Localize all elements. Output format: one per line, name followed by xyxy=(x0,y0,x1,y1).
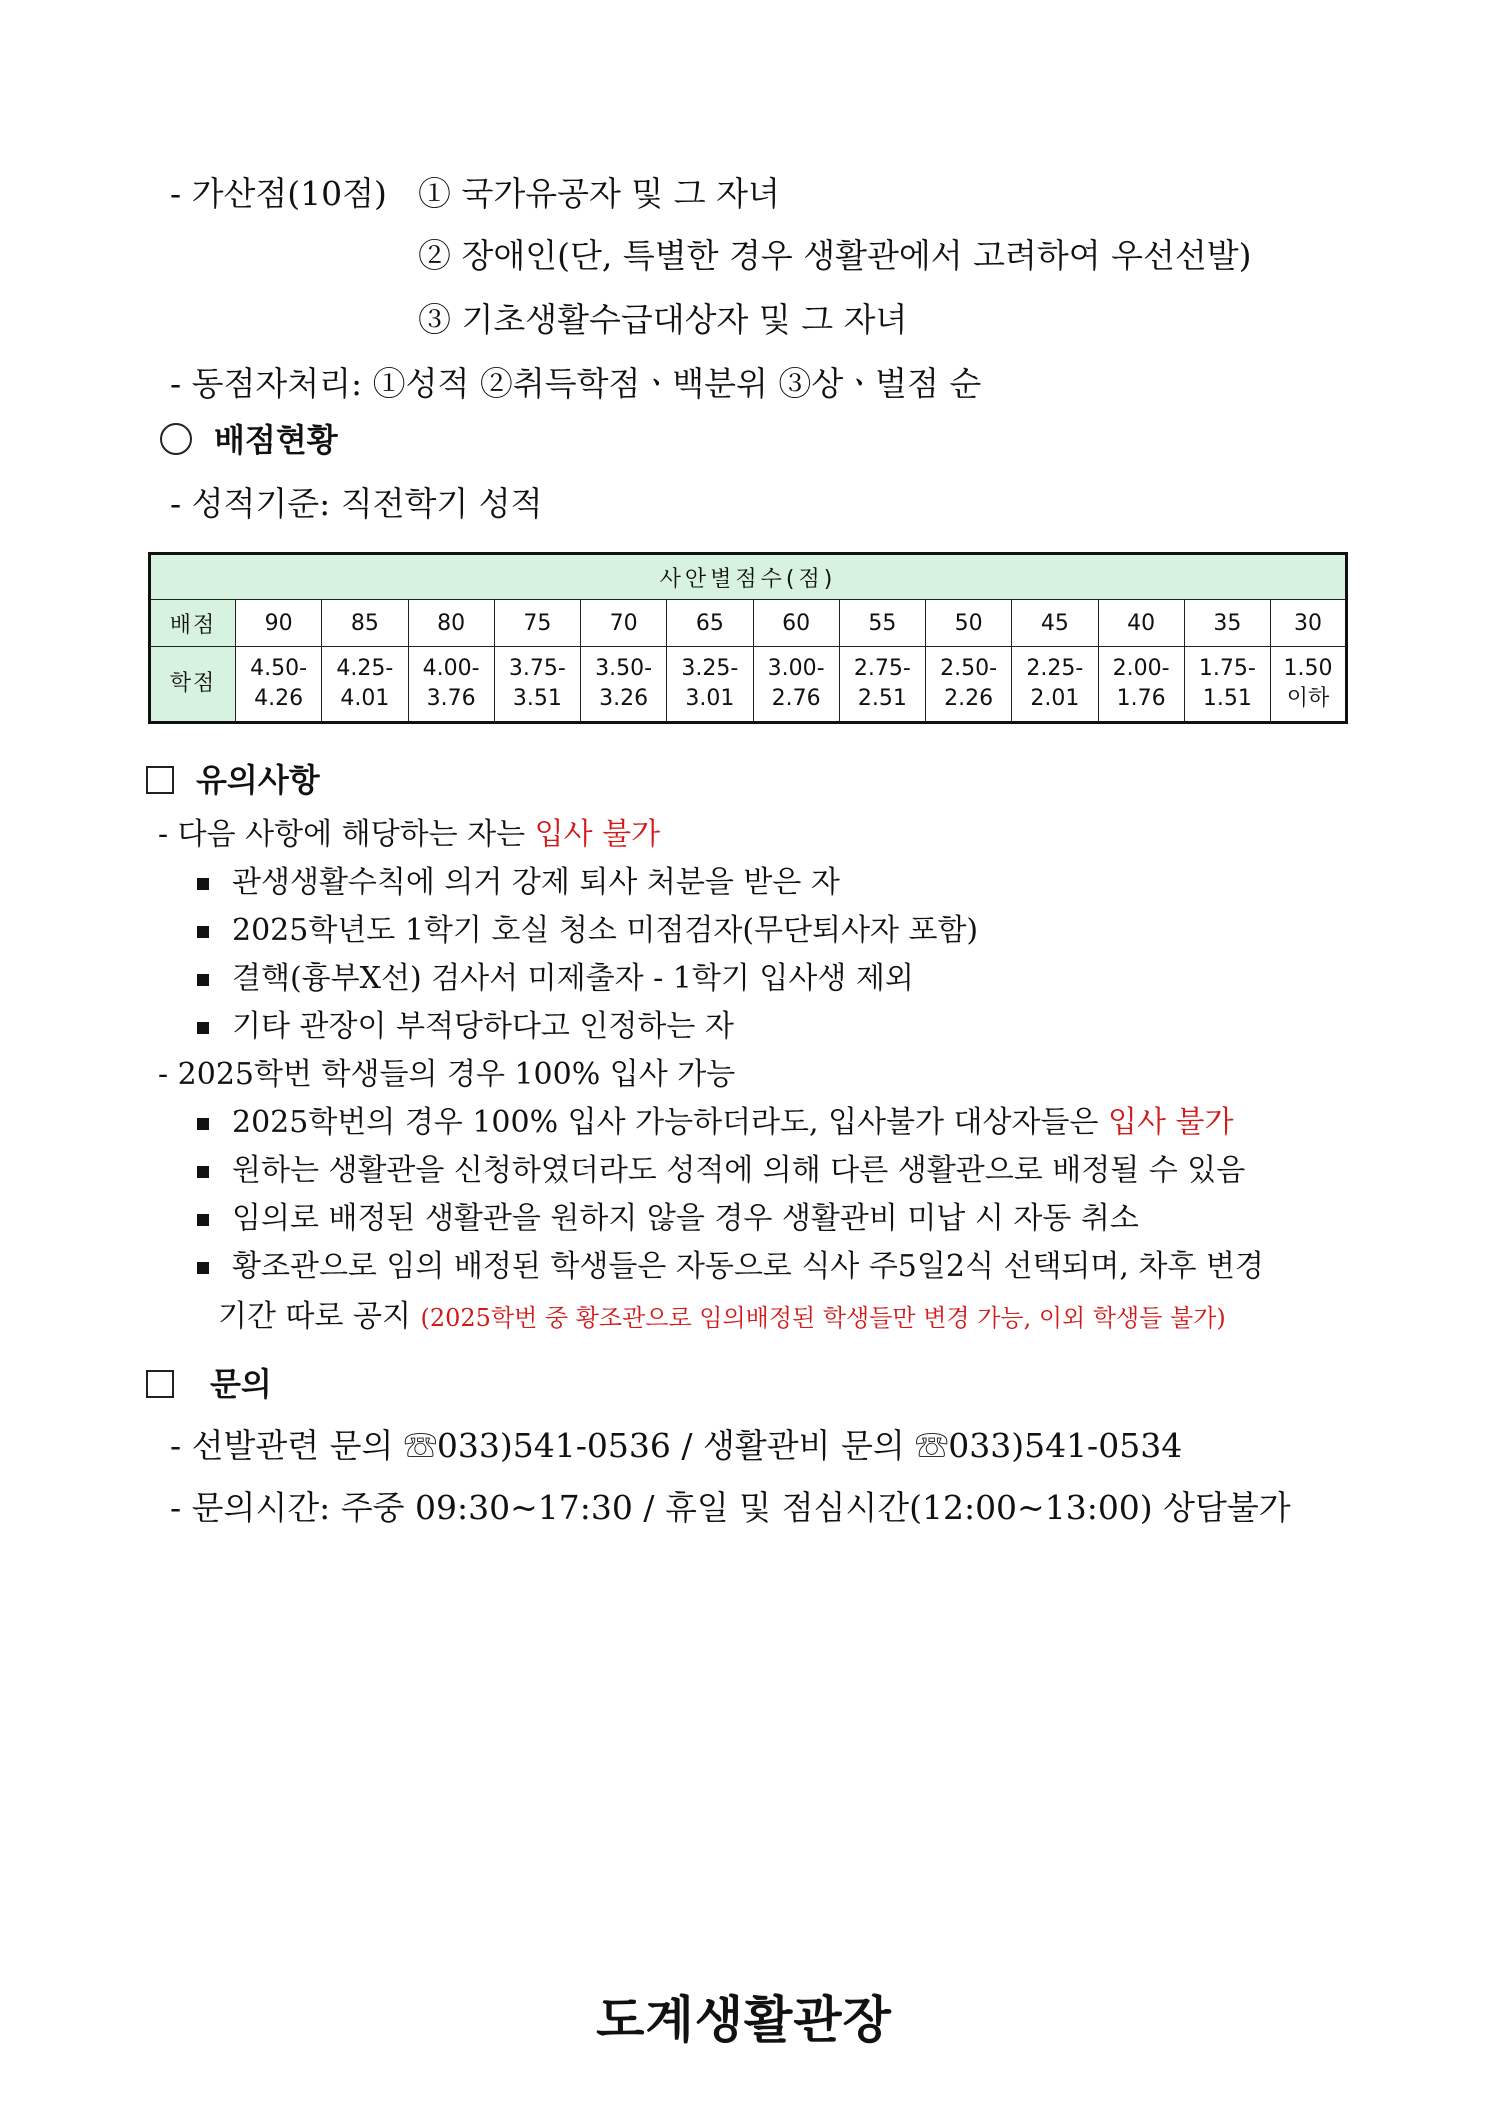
checkbox-square-icon xyxy=(146,1370,174,1398)
square-bullet-icon xyxy=(197,878,209,890)
inquiry-title: 문의 xyxy=(210,1365,272,1403)
circle-icon xyxy=(160,423,192,455)
points-cell: 70 xyxy=(581,600,667,647)
allocation-heading xyxy=(160,418,338,462)
issuer-signature: 도계생활관장 xyxy=(596,1991,892,2049)
allocation-title: 배점현황 xyxy=(214,421,338,459)
freshman-intro: - 2025학번 학생들의 경우 100% 입사 가능 xyxy=(158,1057,736,1092)
bonus-item-1: ① 국가유공자 및 그 자녀 xyxy=(418,174,780,213)
bonus-item-3: ③ 기초생활수급대상자 및 그 자녀 xyxy=(418,300,908,339)
row-label-points: 배점 xyxy=(150,600,236,647)
points-cell: 35 xyxy=(1184,600,1270,647)
table-header: 사안별점수(점) xyxy=(150,554,1347,600)
bonus-item-2: ② 장애인(단, 특별한 경우 생활관에서 고려하여 우선선발) xyxy=(418,236,1252,275)
inquiry-phone-line: - 선발관련 문의 ☏033)541-0536 / 생활관비 문의 ☏033)541-0534 xyxy=(170,1426,1183,1465)
notes-heading xyxy=(146,758,320,802)
points-cell: 75 xyxy=(494,600,580,647)
grade-cell: 1.50 이하 xyxy=(1271,647,1347,723)
freshman-item-continued: 기간 따로 공지 (2025학번 중 황조관으로 임의배정된 학생들만 변경 가능, 이외 학생들 불가) xyxy=(218,1299,1226,1334)
freshman-item: 원하는 생활관을 신청하였더라도 성적에 의해 다른 생활관으로 배정될 수 있음 xyxy=(232,1153,1246,1188)
freshman-highlight: 입사 불가 xyxy=(1107,1105,1234,1140)
points-cell: 40 xyxy=(1098,600,1184,647)
grade-criteria: - 성적기준: 직전학기 성적 xyxy=(170,484,543,523)
inquiry-heading xyxy=(146,1362,272,1406)
freshman-note-highlight: (2025학번 중 황조관으로 임의배정된 학생들만 변경 가능, 이외 학생들 불가) xyxy=(420,1304,1226,1332)
square-bullet-icon xyxy=(197,926,209,938)
points-cell: 55 xyxy=(839,600,925,647)
points-cell: 90 xyxy=(236,600,322,647)
grade-cell: 2.00- 1.76 xyxy=(1098,647,1184,723)
square-bullet-icon xyxy=(197,1022,209,1034)
ineligible-item: 관생생활수칙에 의거 강제 퇴사 처분을 받은 자 xyxy=(232,865,840,900)
ineligible-highlight: 입사 불가 xyxy=(534,817,661,852)
points-row xyxy=(150,600,1347,647)
points-cell: 45 xyxy=(1012,600,1098,647)
grade-cell: 2.50- 2.26 xyxy=(926,647,1012,723)
square-bullet-icon xyxy=(197,974,209,986)
freshman-item: 임의로 배정된 생활관을 원하지 않을 경우 생활관비 미납 시 자동 취소 xyxy=(232,1201,1139,1236)
grade-cell: 3.00- 2.76 xyxy=(753,647,839,723)
ineligible-item: 기타 관장이 부적당하다고 인정하는 자 xyxy=(232,1009,734,1044)
grade-cell: 4.50- 4.26 xyxy=(236,647,322,723)
points-cell: 50 xyxy=(926,600,1012,647)
grade-cell: 1.75- 1.51 xyxy=(1184,647,1270,723)
grades-row xyxy=(150,647,1347,723)
tie-break-rule: - 동점자처리: ①성적 ②취득학점ㆍ백분위 ③상ㆍ벌점 순 xyxy=(170,364,982,403)
grade-cell: 4.25- 4.01 xyxy=(322,647,408,723)
points-cell: 60 xyxy=(753,600,839,647)
grade-cell: 3.75- 3.51 xyxy=(494,647,580,723)
points-cell: 85 xyxy=(322,600,408,647)
ineligible-item: 결핵(흉부X선) 검사서 미제출자 - 1학기 입사생 제외 xyxy=(232,961,914,996)
square-bullet-icon xyxy=(197,1166,209,1178)
inquiry-hours-line: - 문의시간: 주중 09:30~17:30 / 휴일 및 점심시간(12:00~13:00) 상담불가 xyxy=(170,1488,1291,1527)
points-cell: 30 xyxy=(1271,600,1347,647)
ineligible-intro: - 다음 사항에 해당하는 자는 입사 불가 xyxy=(158,817,661,852)
checkbox-square-icon xyxy=(146,766,174,794)
row-label-grades: 학점 xyxy=(150,647,236,723)
grade-cell: 2.75- 2.51 xyxy=(839,647,925,723)
points-cell: 80 xyxy=(408,600,494,647)
score-table xyxy=(148,552,1348,724)
notes-title: 유의사항 xyxy=(196,761,320,799)
points-cell: 65 xyxy=(667,600,753,647)
freshman-item: 2025학번의 경우 100% 입사 가능하더라도, 입사불가 대상자들은 입사 불가 xyxy=(232,1105,1234,1140)
bonus-label: - 가산점(10점) xyxy=(170,174,387,213)
freshman-item: 황조관으로 임의 배정된 학생들은 자동으로 식사 주5일2식 선택되며, 차후 변경 xyxy=(232,1249,1264,1284)
grade-cell: 3.25- 3.01 xyxy=(667,647,753,723)
ineligible-item: 2025학년도 1학기 호실 청소 미점검자(무단퇴사자 포함) xyxy=(232,913,979,948)
square-bullet-icon xyxy=(197,1214,209,1226)
grade-cell: 2.25- 2.01 xyxy=(1012,647,1098,723)
grade-cell: 3.50- 3.26 xyxy=(581,647,667,723)
grade-cell: 4.00- 3.76 xyxy=(408,647,494,723)
square-bullet-icon xyxy=(197,1118,209,1130)
square-bullet-icon xyxy=(197,1262,209,1274)
